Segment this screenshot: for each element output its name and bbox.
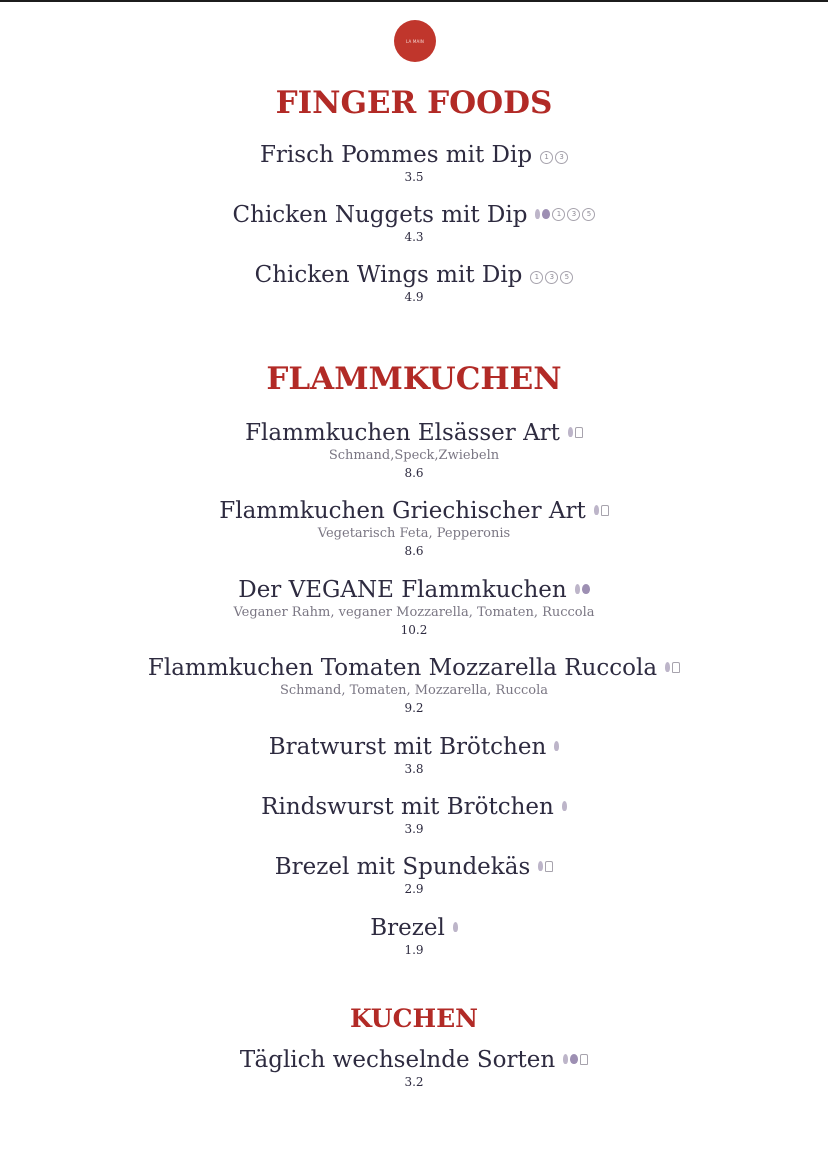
menu-item bbox=[0, 576, 828, 638]
wheat-icon bbox=[568, 427, 573, 437]
menu-item bbox=[0, 141, 828, 185]
item-description: Veganer Rahm, veganer Mozzarella, Tomaten, Ruccola bbox=[233, 605, 595, 620]
wheat-icon bbox=[535, 209, 540, 219]
item-price: 4.3 bbox=[404, 230, 424, 244]
item-price: 4.9 bbox=[404, 290, 424, 304]
item-name: Bratwurst mit Brötchen bbox=[268, 734, 547, 760]
allergen-5-icon: 5 bbox=[582, 208, 595, 221]
allergen-5-icon: 5 bbox=[560, 271, 573, 284]
item-price: 2.9 bbox=[404, 882, 424, 896]
allergen-3-icon: 3 bbox=[567, 208, 580, 221]
item-price: 3.2 bbox=[404, 1075, 424, 1089]
milk-icon bbox=[601, 505, 609, 516]
allergen-3-icon: 3 bbox=[545, 271, 558, 284]
wheat-icon bbox=[554, 741, 559, 751]
section-title-kuchen: KUCHEN bbox=[349, 1004, 479, 1033]
milk-icon bbox=[672, 662, 680, 673]
item-price: 1.9 bbox=[404, 943, 424, 957]
allergen-icons bbox=[594, 505, 609, 516]
milk-icon bbox=[580, 1054, 588, 1065]
wheat-icon bbox=[594, 505, 599, 515]
allergen-icons bbox=[530, 271, 573, 284]
allergen-icons bbox=[575, 584, 590, 594]
item-price: 10.2 bbox=[400, 623, 428, 637]
egg-icon bbox=[582, 584, 590, 594]
wheat-icon bbox=[665, 662, 670, 672]
wheat-icon bbox=[575, 584, 580, 594]
menu-item bbox=[0, 261, 828, 305]
allergen-icons bbox=[540, 151, 568, 164]
item-name: Flammkuchen Elsässer Art bbox=[245, 420, 560, 446]
menu-item bbox=[0, 419, 828, 481]
allergen-1-icon: 1 bbox=[530, 271, 543, 284]
item-description: Schmand,Speck,Zwiebeln bbox=[328, 448, 500, 463]
item-name: Der VEGANE Flammkuchen bbox=[238, 577, 567, 603]
menu-item bbox=[0, 914, 828, 958]
allergen-3-icon: 3 bbox=[555, 151, 568, 164]
section-title-finger-foods: FINGER FOODS bbox=[275, 85, 553, 121]
allergen-icons bbox=[563, 1054, 588, 1065]
allergen-icons bbox=[535, 208, 595, 221]
egg-icon bbox=[542, 209, 550, 219]
item-price: 9.2 bbox=[404, 701, 424, 715]
menu-item bbox=[0, 1046, 828, 1090]
item-price: 8.6 bbox=[404, 466, 424, 480]
item-price: 3.8 bbox=[404, 762, 424, 776]
menu-item bbox=[0, 201, 828, 245]
allergen-1-icon: 1 bbox=[540, 151, 553, 164]
item-name: Flammkuchen Tomaten Mozzarella Ruccola bbox=[147, 655, 658, 681]
menu-item bbox=[0, 793, 828, 837]
item-name: Chicken Wings mit Dip bbox=[254, 262, 523, 288]
allergen-icons bbox=[568, 427, 583, 438]
top-border bbox=[0, 0, 828, 2]
allergen-icons bbox=[538, 861, 553, 872]
wheat-icon bbox=[453, 922, 458, 932]
allergen-icons bbox=[562, 801, 567, 811]
allergen-icons bbox=[554, 741, 559, 751]
wheat-icon bbox=[563, 1054, 568, 1064]
item-name: Täglich wechselnde Sorten bbox=[239, 1047, 556, 1073]
logo-text: LA MAIN bbox=[405, 38, 425, 44]
item-description: Vegetarisch Feta, Pepperonis bbox=[317, 526, 511, 541]
item-name: Brezel mit Spundekäs bbox=[274, 854, 531, 880]
item-name: Flammkuchen Griechischer Art bbox=[219, 498, 586, 524]
item-name: Chicken Nuggets mit Dip bbox=[232, 202, 528, 228]
allergen-1-icon: 1 bbox=[552, 208, 565, 221]
menu-item bbox=[0, 733, 828, 777]
allergen-icons bbox=[453, 922, 458, 932]
section-title-flammkuchen: FLAMMKUCHEN bbox=[266, 361, 562, 397]
item-name: Brezel bbox=[370, 915, 445, 941]
milk-icon bbox=[575, 427, 583, 438]
item-price: 8.6 bbox=[404, 544, 424, 558]
allergen-icons bbox=[665, 662, 680, 673]
egg-icon bbox=[570, 1054, 578, 1064]
menu-item bbox=[0, 654, 828, 716]
wheat-icon bbox=[562, 801, 567, 811]
wheat-icon bbox=[538, 861, 543, 871]
milk-icon bbox=[545, 861, 553, 872]
item-price: 3.9 bbox=[404, 822, 424, 836]
item-name: Frisch Pommes mit Dip bbox=[259, 142, 533, 168]
item-price: 3.5 bbox=[404, 170, 424, 184]
menu-item bbox=[0, 853, 828, 897]
restaurant-logo bbox=[394, 20, 436, 62]
item-name: Rindswurst mit Brötchen bbox=[261, 794, 554, 820]
item-description: Schmand, Tomaten, Mozzarella, Ruccola bbox=[280, 683, 548, 698]
menu-item bbox=[0, 497, 828, 559]
